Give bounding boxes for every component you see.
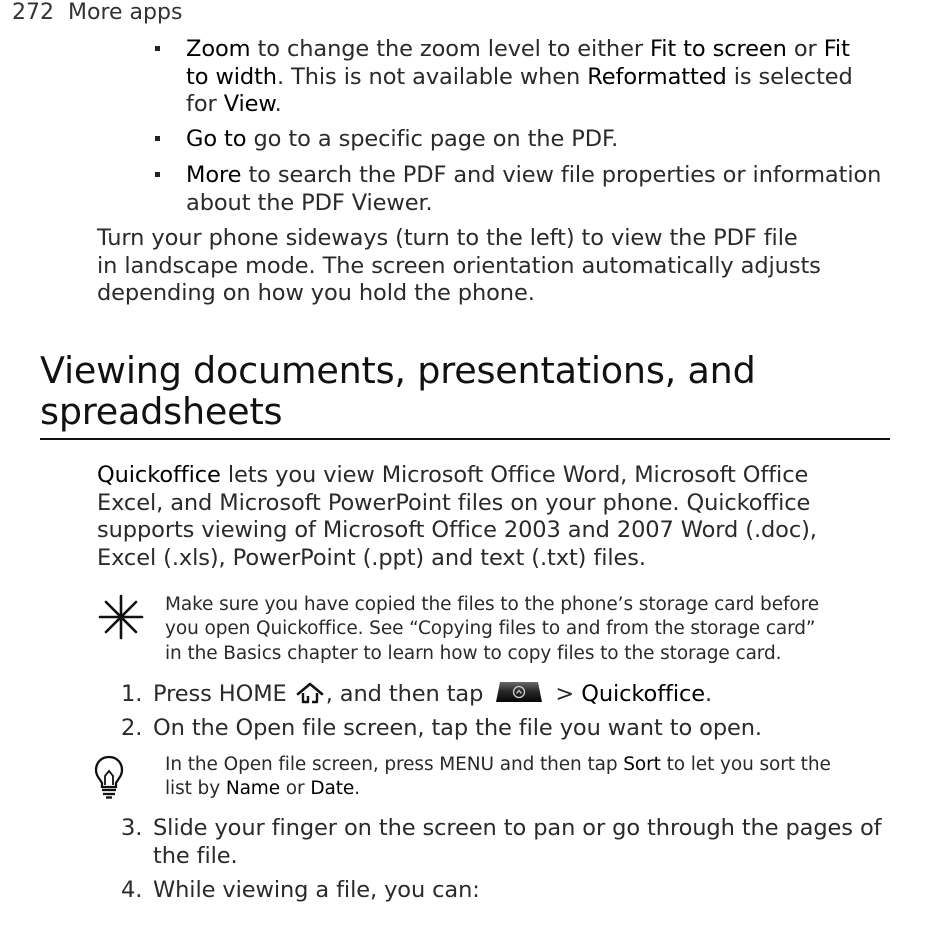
step-4 (121, 877, 480, 905)
text-run: supports viewing of Microsoft Office 2003 and 2007 Word (.doc), (97, 517, 817, 543)
step-2 (121, 715, 762, 743)
note-line: in the Basics chapter to learn how to copy files to the storage card. (165, 642, 782, 664)
step-text: On the Open file screen, tap the file you want to open. (153, 715, 762, 741)
step-number: 1. (121, 681, 143, 707)
bullet-marker (155, 46, 160, 51)
emphasis-term: Name (225, 778, 281, 800)
note-line: you open Quickoffice. See “Copying files to and from the storage card” (165, 618, 816, 640)
text-run: . (354, 778, 360, 800)
heading-line: Viewing documents, presentations, and (40, 349, 756, 392)
step-text: Press HOME (153, 681, 294, 707)
text-line (97, 545, 817, 573)
emphasis-term: Reformatted (587, 63, 727, 90)
asterisk-note-icon (98, 594, 144, 640)
step-line: Slide your finger on the screen to pan or go through the pages of (153, 815, 882, 841)
emphasis-term: to width (186, 63, 277, 90)
paragraph-line: in landscape mode. The screen orientation automatically adjusts (97, 252, 821, 279)
text-run: or (786, 36, 824, 62)
step-1 (121, 680, 712, 709)
heading-line: spreadsheets (40, 390, 283, 433)
text-run: lets you view Microsoft Office Word, Microsoft Office (220, 462, 809, 488)
bullet-item-zoom (186, 36, 853, 119)
text-run: list by (165, 778, 226, 800)
text-line (165, 777, 831, 801)
text-line (186, 64, 853, 92)
heading-rule (40, 438, 890, 440)
text-line (186, 162, 881, 190)
paragraph-line: Turn your phone sideways (turn to the left) to view the PDF file (97, 225, 798, 251)
running-header (12, 0, 182, 25)
text-run: go to a specific page on the PDF. (246, 126, 619, 152)
text-run: or (280, 778, 311, 800)
step-number: 4. (121, 877, 143, 903)
section-heading (40, 350, 756, 432)
text-line (97, 490, 817, 518)
step-3 (121, 815, 881, 870)
paragraph-line: depending on how you hold the phone. (97, 280, 535, 306)
text-run: Excel (.xls), PowerPoint (.ppt) and text (.txt) files. (97, 544, 646, 571)
note-text (165, 593, 819, 666)
landscape-paragraph (97, 225, 821, 308)
text-run: to search the PDF and view file properties or information (241, 162, 882, 188)
all-apps-button-icon (494, 680, 544, 704)
step-text: While viewing a file, you can: (153, 877, 480, 903)
text-line (97, 517, 817, 545)
quickoffice-label: Quickoffice (581, 681, 706, 707)
text-run: to change the zoom level to either (250, 36, 651, 62)
emphasis-term: Fit (823, 36, 850, 62)
step-number: 2. (121, 715, 143, 741)
step-text: . (705, 681, 713, 707)
page-number: 272 (12, 0, 54, 25)
bullet-marker (155, 136, 160, 141)
text-run: In the Open file screen, press MENU and then tap (165, 754, 624, 775)
lightbulb-tip-icon (93, 754, 125, 800)
emphasis-term: Date (310, 778, 355, 800)
text-line (165, 753, 831, 777)
text-run: to let you sort the (660, 754, 831, 775)
text-run: . (274, 91, 282, 117)
text-line (97, 462, 817, 490)
text-run: . This is not available when (276, 63, 588, 90)
text-line (186, 190, 881, 218)
note-line: Make sure you have copied the files to the phone’s storage card before (165, 594, 819, 615)
text-line (186, 126, 618, 154)
emphasis-term: View (223, 91, 275, 117)
text-run: Excel, and Microsoft PowerPoint files on your phone. Quickoffice (97, 489, 811, 516)
step-line: the file. (153, 842, 238, 869)
text-run: is selected (726, 63, 853, 90)
emphasis-term: Go to (186, 126, 247, 152)
emphasis-term: Sort (623, 754, 661, 775)
step-text: , and then tap (325, 681, 491, 707)
text-line (186, 36, 853, 64)
home-icon (295, 681, 325, 705)
step-number: 3. (121, 815, 143, 841)
text-run: about the PDF Viewer. (186, 189, 433, 216)
step-text: > (548, 681, 582, 707)
emphasis-term: More (186, 162, 242, 188)
bullet-marker (155, 172, 160, 177)
text-run: for (186, 91, 224, 117)
emphasis-term: Zoom (186, 36, 251, 62)
bullet-item-go-to (186, 126, 618, 154)
header-section-title: More apps (68, 0, 183, 25)
text-line (186, 91, 853, 119)
emphasis-term: Fit to screen (650, 36, 787, 62)
tip-text (165, 753, 831, 802)
intro-paragraph (97, 462, 817, 572)
bullet-item-more (186, 162, 881, 217)
emphasis-term: Quickoffice (97, 462, 221, 488)
